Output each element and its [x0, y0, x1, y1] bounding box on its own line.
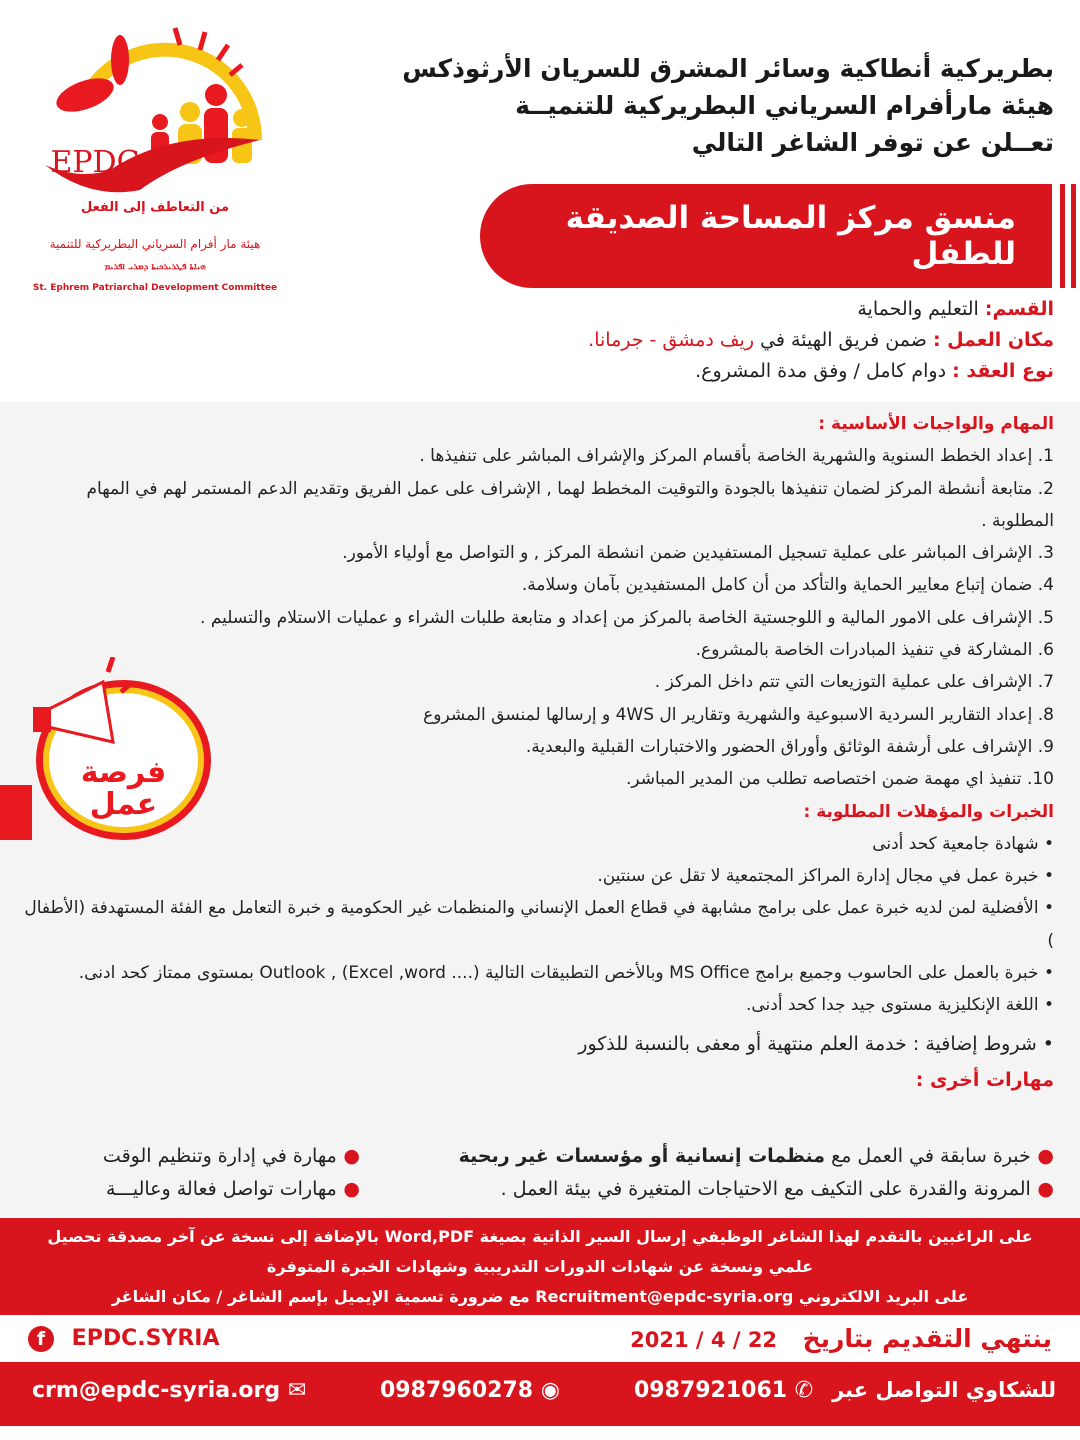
whatsapp-number: 0987960278	[380, 1378, 534, 1403]
skill-item: ● المرونة والقدرة على التكيف مع الاحتياجات المتغيرة في بيئة العمل .	[500, 1178, 1054, 1200]
qualification-item: • خبرة بالعمل على الحاسوب وجميع برامج MS Office وبالأخص التطبيقات التالية Outlook , (Excel ,word ....) بمستوى ممتاز كحد ادنى.	[78, 963, 1054, 984]
contract-label: نوع العقد :	[952, 360, 1054, 382]
location-value: ضمن فريق الهيئة في	[760, 329, 927, 351]
qualification-item: • خبرة عمل في مجال إدارة المراكز المجتمعية لا تقل عن سنتين.	[597, 866, 1054, 887]
work-location	[354, 325, 1054, 356]
skill-item: ● خبرة سابقة في العمل مع منظمات إنسانية أو مؤسسات غير ربحية	[458, 1145, 1054, 1167]
contact-bar	[0, 1362, 1080, 1426]
job-title: منسق مركز المساحة الصديقة للطفل	[565, 200, 1016, 272]
phone-icon: ✆	[794, 1378, 814, 1403]
phone-number: 0987921061	[634, 1378, 788, 1403]
contract-type	[354, 356, 1054, 387]
task-item: 8. إعداد التقارير السردية الاسبوعية والشهرية وتقارير ال 4WS و إرسالها لمنسق المشروع	[423, 704, 1054, 725]
badge-line: عمل	[89, 787, 158, 822]
facebook-icon: f	[28, 1326, 54, 1352]
header-line: تعــلن عن توفر الشاغر التالي	[691, 128, 1054, 157]
deadline-date: 2021 / 4 / 22	[630, 1328, 778, 1352]
badge-text	[43, 757, 204, 821]
contract-value: دوام كامل / وفق مدة المشروع.	[695, 360, 947, 382]
organization-header	[294, 50, 1054, 161]
badge-accent-bar	[0, 785, 32, 840]
skill-item: ● مهارة في إدارة وتنظيم الوقت	[102, 1145, 360, 1167]
extra-conditions: • شروط إضافية : خدمة العلم منتهية أو معفى بالنسبة للذكور	[578, 1032, 1054, 1055]
job-opportunity-badge	[36, 680, 211, 840]
task-item: 1. إعداد الخطط السنوية والشهرية الخاصة بأقسام المركز والإشراف المباشر على تنفيذها .	[419, 446, 1054, 467]
qualification-item: • اللغة الإنكليزية مستوى جيد جدا كحد أدنى.	[745, 995, 1054, 1016]
department-value: التعليم والحماية	[857, 298, 979, 320]
skill-item: ● مهارات تواصل فعالة وعاليـــة	[105, 1178, 360, 1200]
task-item: 9. الإشراف على أرشفة الوثائق وأوراق الحضور والاختبارات القبلية والبعدية.	[525, 736, 1054, 757]
bullet-icon: ●	[336, 1145, 360, 1167]
other-skills-right	[434, 1140, 1054, 1206]
header-line: بطريركية أنطاكية وسائر المشرق للسريان الأرثوذكس	[402, 54, 1054, 83]
location-label: مكان العمل :	[932, 329, 1054, 351]
logo-mark: EPDC	[50, 145, 140, 180]
logo-name-en: St. Ephrem Patriarchal Development Committee	[32, 283, 278, 293]
other-skills-heading: مهارات أخرى :	[915, 1068, 1054, 1091]
task-item: 4. ضمان إتباع معايير الحماية والتأكد من أن كامل المستفيدين بآمان وسلامة.	[521, 575, 1054, 596]
header-line: هيئة مارأفرام السرياني البطريركية للتنميــة	[515, 91, 1054, 120]
task-item: 5. الإشراف على الامور المالية و اللوجستية الخاصة بالمركز من إعداد و متابعة طلبات الشراء و عمليات الاستلام والتسليم .	[200, 607, 1054, 628]
logo-slogan: من التعاطف إلى الفعل	[80, 200, 230, 215]
qualifications-heading: الخبرات والمؤهلات المطلوبة :	[803, 801, 1054, 822]
banner-stripe	[1071, 184, 1076, 288]
other-skills-left	[60, 1140, 360, 1206]
location-place: ريف دمشق - جرمانا.	[588, 329, 755, 351]
department	[354, 294, 1054, 325]
whatsapp-icon: ◉	[540, 1378, 560, 1403]
email-contact[interactable]	[32, 1378, 306, 1403]
apply-line: علمي ونسخة عن شهادات الدورات التدريبية وشهادات الخبرة المتوفرة	[266, 1257, 814, 1276]
megaphone-icon	[23, 657, 133, 757]
task-item: 6. المشاركة في تنفيذ المبادرات الخاصة بالمشروع.	[695, 640, 1054, 661]
department-label: القسم:	[984, 298, 1054, 320]
deadline-label: ينتهي التقديم بتاريخ	[802, 1324, 1052, 1353]
qualification-item: • الأفضلية لمن لديه خبرة عمل على برامج مشابهة في قطاع العمل الإنساني والمنظمات غير الحكومية و خبرة التعامل مع الفئة المستهدفة (الأطفال )	[24, 898, 1054, 951]
tasks-heading: المهام والواجبات الأساسية :	[818, 414, 1054, 434]
epdc-logo	[30, 20, 280, 300]
whatsapp-contact[interactable]	[380, 1378, 560, 1403]
deadline	[630, 1324, 1052, 1353]
qualification-item: • شهادة جامعية كحد أدنى	[872, 833, 1054, 854]
bullet-icon: ●	[336, 1178, 360, 1200]
envelope-icon: ✉	[287, 1378, 307, 1403]
apply-line: على الراغبين بالتقدم لهذا الشاغر الوظيفي إرسال السير الذاتية بصيغة Word,PDF بالإضافة إلى نسخة عن آخر مصدقة تحصيل	[47, 1227, 1033, 1246]
badge-line: فرصة	[80, 755, 167, 790]
apply-line: على البريد الالكتروني Recruitment@epdc-syria.org مع ضرورة تسمية الإيميل بإسم الشاغر / مكان الشاغر	[111, 1287, 969, 1306]
facebook-handle: EPDC.SYRIA	[71, 1326, 220, 1351]
facebook-link[interactable]	[28, 1326, 220, 1352]
phone-contact[interactable]	[634, 1378, 813, 1403]
job-title-banner	[480, 184, 1052, 288]
task-item: 10. تنفيذ اي مهمة ضمن اختصاصه تطلب من المدير المباشر.	[625, 769, 1054, 790]
logo-name-ar: هيئة مار أفرام السرياني البطريركية للتنمية	[49, 237, 261, 251]
email-address: crm@epdc-syria.org	[32, 1378, 281, 1403]
job-meta	[354, 294, 1054, 387]
bullet-icon: ●	[1030, 1178, 1054, 1200]
task-item: 7. الإشراف على عملية التوزيعات التي تتم داخل المركز .	[654, 672, 1054, 693]
logo-emblem-icon	[30, 20, 280, 210]
task-item: 3. الإشراف المباشر على عملية تسجيل المستفيدين ضمن انشطة المركز , و التواصل مع أولياء الأمور.	[342, 543, 1054, 564]
complaints-label: للشكاوي التواصل عبر	[832, 1378, 1056, 1402]
task-item: 2. متابعة أنشطة المركز لضمان تنفيذها بالجودة والتوقيت المخطط لهما , الإشراف على عمل الفريق وتقديم الدعم المستمر لهم في المهام المطلوبة .	[86, 478, 1054, 531]
logo-name-syriac: ܗܝܐܬܐ ܦܛܪܝܪܟܝܬܐ ܕܡܪܝ ܐܦܪܝܡ	[104, 262, 206, 272]
deadline-row	[0, 1320, 1080, 1360]
banner-stripe	[1060, 184, 1065, 288]
bullet-icon: ●	[1030, 1145, 1054, 1167]
application-instructions	[0, 1218, 1080, 1315]
